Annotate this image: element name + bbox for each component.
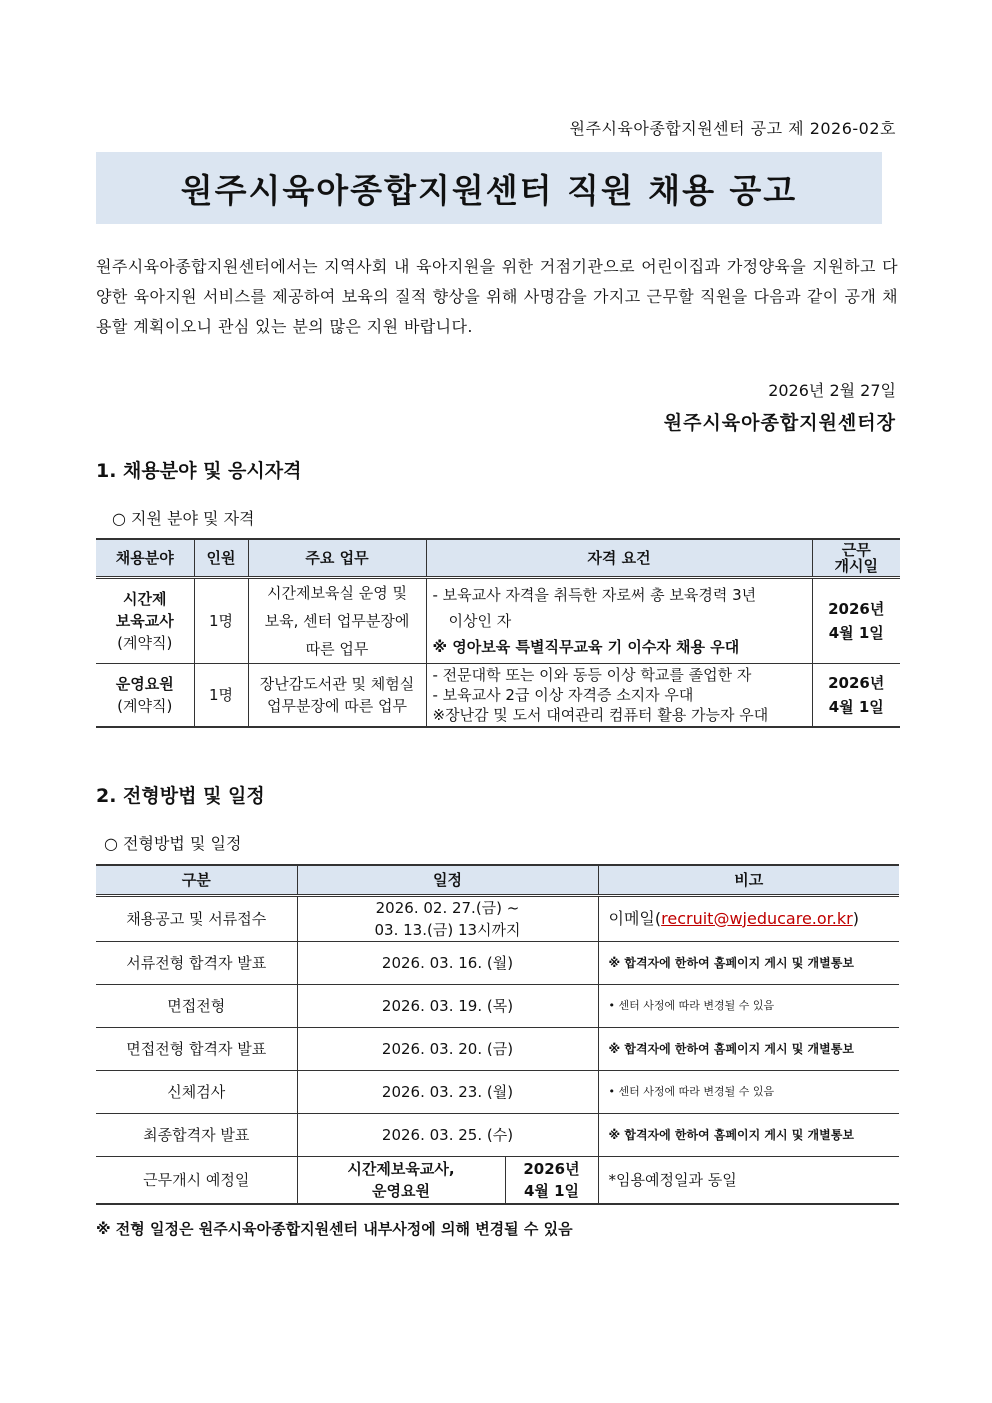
header-field: 채용분야 [96, 539, 194, 577]
qual-line: 이상인 자 [448, 611, 512, 630]
notice-number: 원주시육아종합지원센터 공고 제 2026-02호 [569, 119, 896, 138]
remark-cell: ※ 합격자에 한하여 홈페이지 게시 및 개별통보 [598, 941, 899, 984]
qual-cell [426, 663, 812, 727]
start-cell [812, 577, 900, 663]
header-qual: 자격 요건 [426, 539, 812, 577]
category-cell: 서류전형 합격자 발표 [96, 941, 297, 984]
email-link[interactable]: recruit@wjeducare.or.kr [661, 908, 853, 928]
start-line: 4월 1일 [828, 623, 884, 642]
schedule-line: 03. 13.(금) 13시까지 [374, 920, 521, 939]
category-cell: 신체검사 [96, 1070, 297, 1113]
qual-line: - 보육교사 2급 이상 자격증 소지자 우대 [432, 685, 694, 704]
qual-cell [426, 577, 812, 663]
table-row [96, 895, 899, 941]
qualification-table [96, 538, 900, 728]
category-cell: 면접전형 합격자 발표 [96, 1027, 297, 1070]
duty-cell [248, 663, 426, 727]
duty-cell [248, 577, 426, 663]
positions-cell [297, 1156, 505, 1204]
category-cell: 면접전형 [96, 984, 297, 1027]
qual-line: ※장난감 및 도서 대여관리 컴퓨터 활용 가능자 우대 [432, 705, 769, 724]
schedule-cell: 2026. 03. 16. (월) [297, 941, 598, 984]
start-line: 4월 1일 [523, 1181, 580, 1200]
table-row [96, 1070, 899, 1113]
header-count: 인원 [194, 539, 248, 577]
footnote: ※ 전형 일정은 원주시육아종합지원센터 내부사정에 의해 변경될 수 있음 [96, 1220, 573, 1238]
positions-line: 시간제보육교사, [347, 1159, 455, 1178]
table-row [96, 984, 899, 1027]
table-row [96, 577, 900, 663]
duty-line: 장난감도서관 및 체험실 [259, 674, 415, 693]
start-line: 2026년 [828, 673, 885, 692]
page-title: 원주시육아종합지원센터 직원 채용 공고 [180, 170, 798, 210]
field-line: 시간제 [123, 589, 167, 608]
section2-subheading: ○ 전형방법 및 일정 [104, 834, 242, 853]
schedule-cell: 2026. 03. 19. (목) [297, 984, 598, 1027]
remark-cell: • 센터 사정에 따라 변경될 수 있음 [598, 1070, 899, 1113]
table-row [96, 1156, 899, 1204]
announcement-date: 2026년 2월 27일 [768, 381, 896, 400]
remark-cell: ※ 합격자에 한하여 홈페이지 게시 및 개별통보 [598, 1113, 899, 1156]
start-line: 2026년 [523, 1159, 580, 1178]
start-line: 4월 1일 [828, 697, 884, 716]
count-cell: 1명 [194, 577, 248, 663]
table-row [96, 1113, 899, 1156]
duty-line: 따른 업무 [305, 639, 369, 658]
positions-line: 운영요원 [372, 1181, 430, 1200]
schedule-cell: 2026. 03. 23. (월) [297, 1070, 598, 1113]
start-cell [505, 1156, 598, 1204]
field-line: (계약직) [117, 633, 173, 652]
field-cell [96, 577, 194, 663]
start-line: 2026년 [828, 599, 885, 618]
schedule-cell: 2026. 03. 25. (수) [297, 1113, 598, 1156]
section2-heading: 2. 전형방법 및 일정 [96, 785, 265, 807]
table-row [96, 941, 899, 984]
start-cell [812, 663, 900, 727]
duty-line: 시간제보육실 운영 및 [267, 583, 407, 602]
header-duty: 주요 업무 [248, 539, 426, 577]
title-banner [96, 152, 882, 224]
header-remark: 비고 [598, 865, 899, 895]
remark-cell: ※ 합격자에 한하여 홈페이지 게시 및 개별통보 [598, 1027, 899, 1070]
signer: 원주시육아종합지원센터장 [663, 412, 896, 434]
schedule-cell [297, 895, 598, 941]
count-cell: 1명 [194, 663, 248, 727]
schedule-table [96, 864, 899, 1205]
category-cell: 근무개시 예정일 [96, 1156, 297, 1204]
qual-line: - 전문대학 또는 이와 동등 이상 학교를 졸업한 자 [432, 665, 752, 684]
schedule-line: 2026. 02. 27.(금) ~ [375, 898, 520, 917]
header-start-line1: 근무 [841, 540, 871, 559]
qual-line: ※ 영아보육 특별직무교육 기 이수자 채용 우대 [432, 637, 740, 656]
header-category: 구분 [96, 865, 297, 895]
section1-subheading: ○ 지원 분야 및 자격 [112, 509, 255, 528]
remark-cell [598, 895, 899, 941]
remark-cell: *임용예정일과 동일 [598, 1156, 899, 1204]
header-start-line2: 개시일 [834, 556, 878, 575]
duty-line: 보육, 센터 업무분장에 [264, 611, 410, 630]
field-line: (계약직) [117, 696, 173, 715]
remark-suffix: ) [852, 908, 859, 928]
duty-line: 업무분장에 따른 업무 [267, 696, 407, 715]
section1-heading: 1. 채용분야 및 응시자격 [96, 460, 302, 482]
remark-cell: • 센터 사정에 따라 변경될 수 있음 [598, 984, 899, 1027]
schedule-cell: 2026. 03. 20. (금) [297, 1027, 598, 1070]
table-row [96, 1027, 899, 1070]
table-row [96, 663, 900, 727]
intro-paragraph: 원주시육아종합지원센터에서는 지역사회 내 육아지원을 위한 거점기관으로 어린이집과 가정양육을 지원하고 다양한 육아지원 서비스를 제공하여 보육의 질적 향상을 위해 사명감을 가지고 근무할 직원을 다음과 같이 공개 채용할 계획이오니 관심 있는 분의 많은 지원 바랍니다. [96, 257, 898, 336]
qual-line: - 보육교사 자격을 취득한 자로써 총 보육경력 3년 [432, 585, 757, 604]
field-line: 보육교사 [115, 611, 174, 630]
remark-prefix: 이메일( [608, 908, 662, 928]
category-cell: 최종합격자 발표 [96, 1113, 297, 1156]
field-line: 운영요원 [115, 674, 174, 693]
field-cell [96, 663, 194, 727]
header-start [812, 539, 900, 577]
category-cell: 채용공고 및 서류접수 [96, 895, 297, 941]
header-schedule: 일정 [297, 865, 598, 895]
